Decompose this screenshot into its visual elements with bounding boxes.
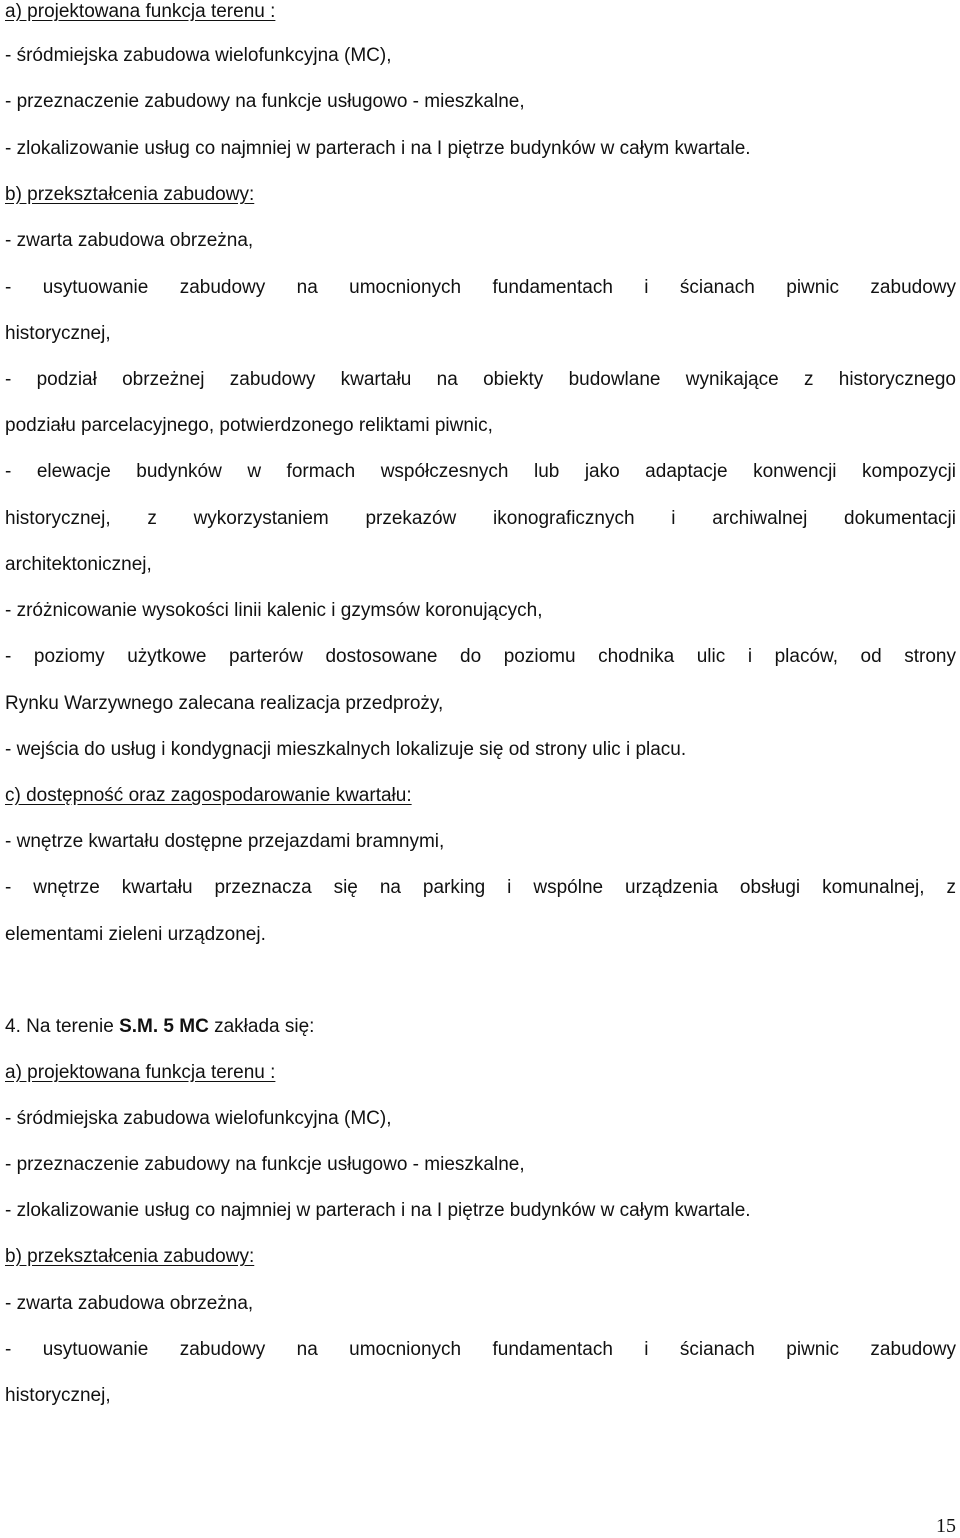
section-c1-heading: c) dostępność oraz zagospodarowanie kwartału: xyxy=(5,785,412,806)
section-4-intro xyxy=(5,1015,956,1039)
section-4-area-symbol: 5 MC xyxy=(163,1016,209,1037)
section-c1-line-1: - wnętrze kwartału dostępne przejazdami bramnymi, xyxy=(5,831,445,852)
section-b1-line-12: - wejścia do usług i kondygnacji mieszkalnych lokalizuje się od strony ulic i placu. xyxy=(5,739,687,760)
section-b2-line-3: historycznej, xyxy=(5,1385,111,1406)
section-4-intro-suffix: zakłada się: xyxy=(208,1016,315,1037)
section-b1-line-11: Rynku Warzywnego zalecana realizacja przedproży, xyxy=(5,693,444,714)
section-b1-line-7: historycznej, z wykorzystaniem przekazów ikonograficznych i archiwalnej dokumentacji xyxy=(5,508,956,529)
section-a1-item-2: - przeznaczenie zabudowy na funkcje usługowo - mieszkalne, xyxy=(5,91,525,112)
section-b1-line-10: - poziomy użytkowe parterów dostosowane do poziomu chodnika ulic i placów, od strony xyxy=(5,646,956,667)
section-b1-line-8: architektonicznej, xyxy=(5,554,152,575)
section-b1-line-9: - zróżnicowanie wysokości linii kalenic i gzymsów koronujących, xyxy=(5,600,543,621)
section-a1-item-1: - śródmiejska zabudowa wielofunkcyjna (MC), xyxy=(5,45,392,66)
section-c1-line-3: elementami zieleni urządzonej. xyxy=(5,924,266,945)
section-b2-line-2: - usytuowanie zabudowy na umocnionych fundamentach i ścianach piwnic zabudowy xyxy=(5,1339,956,1360)
section-4-area-code: S.M. xyxy=(119,1016,159,1037)
section-b1-line-2: - usytuowanie zabudowy na umocnionych fundamentach i ścianach piwnic zabudowy xyxy=(5,277,956,298)
section-b1-line-3: historycznej, xyxy=(5,323,111,344)
section-a1-heading: a) projektowana funkcja terenu : xyxy=(5,1,276,22)
section-a2-item-1: - śródmiejska zabudowa wielofunkcyjna (MC), xyxy=(5,1108,392,1129)
section-a2-heading: a) projektowana funkcja terenu : xyxy=(5,1062,276,1083)
section-a2-item-2: - przeznaczenie zabudowy na funkcje usługowo - mieszkalne, xyxy=(5,1154,525,1175)
section-a2-item-3: - zlokalizowanie usług co najmniej w parterach i na I piętrze budynków w całym kwartale. xyxy=(5,1200,751,1221)
section-b1-line-6: - elewacje budynków w formach współczesnych lub jako adaptacje konwencji kompozycji xyxy=(5,461,956,482)
section-b1-heading: b) przekształcenia zabudowy: xyxy=(5,184,255,205)
section-b2-heading: b) przekształcenia zabudowy: xyxy=(5,1246,255,1267)
section-c1-line-2: - wnętrze kwartału przeznacza się na parking i wspólne urządzenia obsługi komunalnej, z xyxy=(5,877,956,898)
section-b1-line-5: podziału parcelacyjnego, potwierdzonego reliktami piwnic, xyxy=(5,415,493,436)
section-b1-line-1: - zwarta zabudowa obrzeżna, xyxy=(5,230,254,251)
section-b1-line-4: - podział obrzeżnej zabudowy kwartału na obiekty budowlane wynikające z historycznego xyxy=(5,369,956,390)
section-4-intro-prefix: 4. Na terenie xyxy=(5,1016,120,1037)
section-a1-item-3: - zlokalizowanie usług co najmniej w parterach i na I piętrze budynków w całym kwartale. xyxy=(5,138,751,159)
page-number: 15 xyxy=(936,1515,956,1537)
section-b2-line-1: - zwarta zabudowa obrzeżna, xyxy=(5,1293,254,1314)
